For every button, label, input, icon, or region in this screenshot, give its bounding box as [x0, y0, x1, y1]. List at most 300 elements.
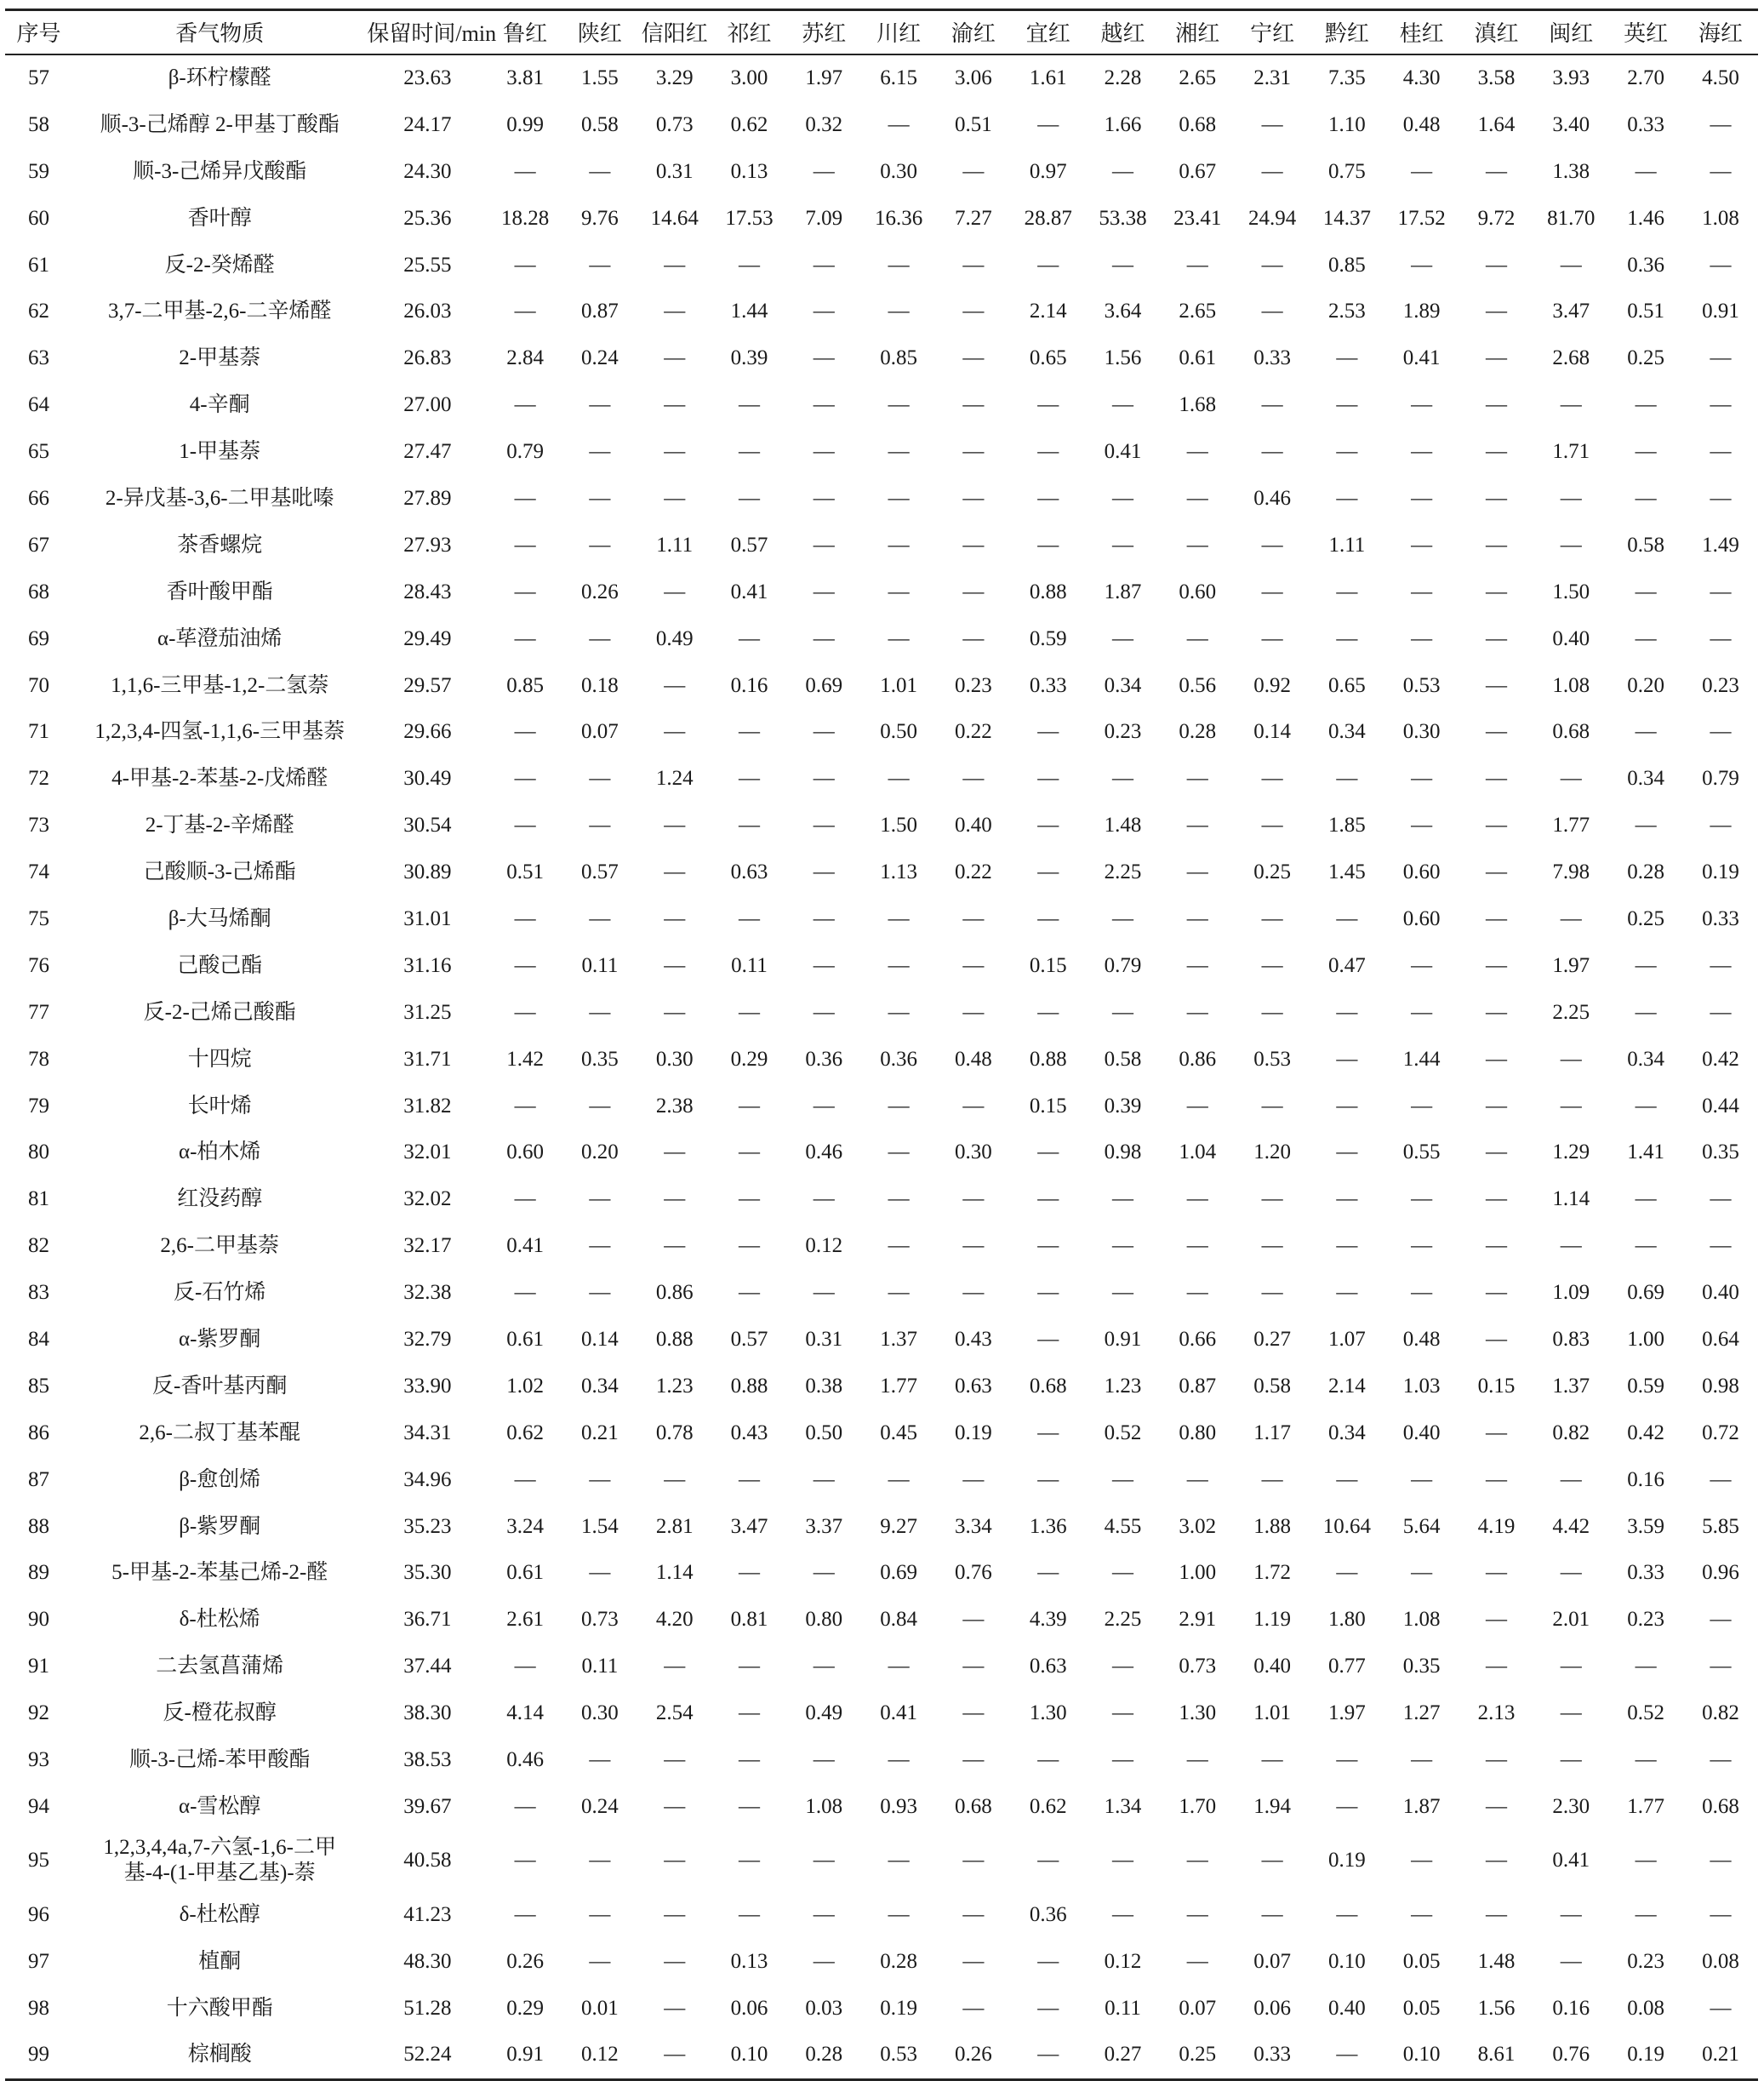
- value-cell: —: [514, 767, 536, 791]
- value-cell: 0.59: [1029, 626, 1067, 650]
- value-cell: —: [1336, 1094, 1358, 1118]
- value-cell: —: [1111, 1000, 1133, 1024]
- column-header: 黔红: [1310, 10, 1384, 54]
- retention-time-cell: 34.31: [403, 1421, 452, 1444]
- value-cell: —: [664, 814, 686, 838]
- value-cell: —: [1037, 533, 1059, 557]
- value-cell: —: [1635, 814, 1657, 838]
- value-cell: 0.49: [805, 1701, 843, 1725]
- value-cell: 4.30: [1402, 66, 1441, 89]
- value-cell: —: [664, 673, 686, 697]
- value-cell: —: [1560, 1094, 1582, 1118]
- value-cell: 0.98: [1104, 1141, 1142, 1164]
- value-cell: 1.72: [1253, 1561, 1291, 1585]
- value-cell: 0.33: [1029, 673, 1067, 697]
- retention-time-cell: 30.89: [403, 860, 452, 884]
- retention-time-cell: 24.17: [403, 112, 452, 136]
- value-cell: —: [962, 1187, 985, 1211]
- value-cell: 0.53: [1402, 673, 1441, 697]
- value-cell: —: [813, 1094, 835, 1118]
- compound-name-cell: [72, 1176, 367, 1223]
- value-cell: —: [1411, 1234, 1433, 1258]
- value-cell: —: [813, 1949, 835, 1973]
- value-cell: 0.11: [731, 953, 768, 977]
- value-cell: 0.23: [955, 673, 992, 697]
- value-cell: 0.82: [1702, 1701, 1739, 1725]
- value-cell: 1.77: [1627, 1794, 1664, 1818]
- value-cell: —: [962, 1608, 985, 1632]
- value-cell: —: [1560, 1902, 1582, 1926]
- value-cell: 1.66: [1104, 112, 1142, 136]
- value-cell: —: [1186, 1000, 1208, 1024]
- value-cell: 1.61: [1029, 66, 1067, 89]
- value-cell: —: [589, 1748, 611, 1771]
- value-cell: —: [1710, 1655, 1732, 1678]
- value-cell: —: [589, 626, 611, 650]
- value-cell: —: [1186, 814, 1208, 838]
- value-cell: —: [1635, 393, 1657, 417]
- value-cell: —: [589, 159, 611, 183]
- value-cell: 0.34: [1627, 767, 1664, 791]
- value-cell: 1.89: [1402, 300, 1441, 323]
- value-cell: 1.07: [1328, 1327, 1366, 1351]
- value-cell: 0.20: [1627, 673, 1664, 697]
- value-cell: —: [1411, 393, 1433, 417]
- value-cell: —: [1111, 767, 1133, 791]
- value-cell: —: [1635, 1655, 1657, 1678]
- value-cell: 53.38: [1099, 206, 1147, 230]
- value-cell: —: [888, 1467, 910, 1491]
- value-cell: 6.15: [880, 66, 917, 89]
- row-number-cell: 90: [28, 1608, 49, 1632]
- value-cell: 0.15: [1029, 1094, 1067, 1118]
- compound-name: α-荜澄茄油烯: [157, 626, 283, 650]
- table-row: [5, 569, 1758, 615]
- value-cell: 81.70: [1547, 206, 1596, 230]
- compound-name: β-环柠檬醛: [168, 66, 271, 89]
- value-cell: —: [1111, 906, 1133, 930]
- value-cell: 0.69: [1627, 1281, 1664, 1305]
- value-cell: 1.38: [1552, 159, 1590, 183]
- retention-time-cell: 52.24: [367, 2032, 488, 2079]
- value-cell: —: [739, 1467, 760, 1491]
- value-cell: 0.73: [655, 112, 694, 136]
- value-cell: —: [664, 393, 686, 417]
- compound-name-cell: [72, 195, 367, 242]
- value-cell: 0.35: [1402, 1655, 1441, 1678]
- table-row: [5, 289, 1758, 335]
- value-cell: 1.71: [1552, 440, 1590, 464]
- compound-name-cell: [72, 1036, 367, 1083]
- value-cell: —: [813, 767, 835, 791]
- value-cell: 1.17: [1253, 1421, 1291, 1444]
- value-cell: —: [1186, 253, 1208, 277]
- value-cell: —: [514, 1467, 536, 1491]
- value-cell: —: [1037, 1561, 1059, 1585]
- row-number-cell: 85: [28, 1374, 49, 1398]
- value-cell: 0.83: [1552, 1327, 1590, 1351]
- value-cell: —: [1037, 1000, 1059, 1024]
- value-cell: —: [1710, 486, 1732, 510]
- value-cell: 1.49: [1702, 533, 1739, 557]
- value-cell: —: [664, 1655, 686, 1678]
- compound-name-cell: [72, 615, 367, 662]
- compound-name: 1,2,3,4-四氢-1,1,6-三甲基萘: [94, 720, 345, 744]
- value-cell: —: [1261, 1094, 1283, 1118]
- value-cell: 0.07: [581, 720, 619, 744]
- value-cell: —: [1710, 814, 1732, 838]
- value-cell: 1.24: [655, 767, 694, 791]
- compound-name-cell: [72, 335, 367, 382]
- value-cell: —: [1635, 580, 1657, 603]
- compound-name-cell: [72, 148, 367, 195]
- compound-name-cell: [72, 242, 367, 289]
- value-cell: —: [1336, 580, 1358, 603]
- value-cell: —: [1635, 953, 1657, 977]
- value-cell: 0.68: [1552, 720, 1590, 744]
- document-page: [5, 9, 1758, 2081]
- table-row: [5, 195, 1758, 242]
- value-cell: —: [962, 626, 985, 650]
- value-cell: 23.41: [1173, 206, 1222, 230]
- value-cell: —: [664, 720, 686, 744]
- value-cell: —: [739, 1281, 760, 1305]
- value-cell: —: [1336, 440, 1358, 464]
- value-cell: —: [888, 253, 910, 277]
- value-cell: 1.97: [1552, 953, 1590, 977]
- value-cell: 0.40: [955, 814, 992, 838]
- value-cell: 0.48: [955, 1047, 992, 1071]
- value-cell: —: [739, 1141, 760, 1164]
- value-cell: —: [962, 580, 985, 603]
- value-cell: 0.56: [1179, 673, 1217, 697]
- value-cell: —: [1485, 533, 1507, 557]
- value-cell: —: [1186, 626, 1208, 650]
- table-row: [5, 1690, 1758, 1737]
- value-cell: —: [1560, 906, 1582, 930]
- value-cell: 1.46: [1627, 206, 1664, 230]
- value-cell: 4.42: [1552, 1514, 1590, 1538]
- compound-name: 2,6-二叔丁基苯醌: [139, 1421, 300, 1444]
- retention-time-cell: 32.38: [403, 1281, 452, 1305]
- value-cell: —: [1310, 2032, 1384, 2079]
- value-cell: 0.79: [506, 440, 544, 464]
- value-cell: —: [1485, 1187, 1507, 1211]
- value-cell: —: [1261, 1748, 1283, 1771]
- row-number-cell: 84: [28, 1327, 49, 1351]
- compound-name-cell: [72, 1270, 367, 1317]
- value-cell: 2.84: [506, 346, 544, 370]
- row-number-cell: 70: [28, 673, 49, 697]
- value-cell: 2.25: [1104, 860, 1142, 884]
- value-cell: —: [813, 253, 835, 277]
- retention-time-cell: 51.28: [403, 1996, 452, 2020]
- value-cell: —: [664, 1141, 686, 1164]
- value-cell: —: [1560, 1949, 1582, 1973]
- compound-name-cell: [72, 1409, 367, 1456]
- table-row: [5, 662, 1758, 709]
- value-cell: 0.85: [506, 673, 544, 697]
- value-cell: 2.14: [1328, 1374, 1366, 1398]
- value-cell: —: [1261, 767, 1283, 791]
- value-cell: 5.85: [1702, 1514, 1739, 1538]
- value-cell: —: [1037, 906, 1059, 930]
- compound-name: 己酸己酯: [177, 953, 263, 977]
- compound-name-cell: [72, 1830, 367, 1891]
- compound-name: α-柏木烯: [178, 1141, 261, 1164]
- value-cell: —: [589, 1849, 611, 1872]
- value-cell: —: [1635, 440, 1657, 464]
- value-cell: 0.06: [1253, 1996, 1291, 2020]
- value-cell: —: [888, 1902, 910, 1926]
- value-cell: 1.08: [1702, 206, 1739, 230]
- value-cell: —: [1485, 1561, 1507, 1585]
- value-cell: —: [1485, 1047, 1507, 1071]
- table-row: [5, 101, 1758, 148]
- column-header: 宜红: [1011, 10, 1086, 54]
- value-cell: —: [1336, 1141, 1358, 1164]
- retention-time-cell: 29.57: [403, 673, 452, 697]
- value-cell: —: [514, 906, 536, 930]
- value-cell: —: [888, 533, 910, 557]
- value-cell: —: [664, 906, 686, 930]
- column-header: 祁红: [712, 10, 787, 54]
- value-cell: 0.10: [712, 2032, 787, 2079]
- value-cell: —: [1261, 580, 1283, 603]
- table-row: [5, 429, 1758, 476]
- value-cell: —: [1485, 1000, 1507, 1024]
- value-cell: 0.24: [581, 1794, 619, 1818]
- value-cell: —: [1485, 1094, 1507, 1118]
- value-cell: —: [1111, 1701, 1133, 1725]
- value-cell: —: [664, 1187, 686, 1211]
- value-cell: 14.64: [650, 206, 699, 230]
- value-cell: —: [813, 860, 835, 884]
- retention-time-cell: 31.71: [403, 1047, 452, 1071]
- compound-name-cell: [72, 942, 367, 989]
- retention-time-cell: 35.30: [403, 1561, 452, 1585]
- value-cell: 4.19: [1477, 1514, 1516, 1538]
- value-cell: 0.27: [1253, 1327, 1291, 1351]
- compound-name: α-紫罗酮: [178, 1327, 261, 1351]
- value-cell: 0.96: [1702, 1561, 1739, 1585]
- column-header: 香气物质: [72, 10, 367, 54]
- value-cell: —: [1710, 1234, 1732, 1258]
- value-cell: 3.06: [955, 66, 992, 89]
- value-cell: —: [1186, 1234, 1208, 1258]
- value-cell: 1.50: [880, 814, 917, 838]
- row-number-cell: 81: [28, 1187, 49, 1211]
- table-row: [5, 1938, 1758, 1985]
- compound-name-cell: [72, 662, 367, 709]
- value-cell: —: [589, 1281, 611, 1305]
- value-cell: 28.87: [1024, 206, 1072, 230]
- value-cell: 0.65: [1328, 673, 1366, 697]
- value-cell: 1.41: [1627, 1141, 1664, 1164]
- value-cell: 2.81: [655, 1514, 694, 1538]
- value-cell: 1.19: [1253, 1608, 1291, 1632]
- value-cell: —: [514, 1094, 536, 1118]
- retention-time-cell: 27.00: [403, 393, 452, 417]
- table-row: [5, 1550, 1758, 1597]
- compound-name: 4-甲基-2-苯基-2-戊烯醛: [111, 767, 328, 791]
- value-cell: 0.34: [1328, 720, 1366, 744]
- value-cell: 0.25: [1160, 2032, 1235, 2079]
- retention-time-cell: 38.53: [403, 1748, 452, 1771]
- value-cell: 1.97: [805, 66, 843, 89]
- table-row: [5, 54, 1758, 102]
- value-cell: —: [514, 253, 536, 277]
- row-number-cell: 93: [28, 1748, 49, 1771]
- value-cell: —: [514, 626, 536, 650]
- value-cell: —: [1485, 1902, 1507, 1926]
- compound-name-cell: [72, 101, 367, 148]
- value-cell: —: [1710, 1996, 1732, 2020]
- value-cell: 0.30: [955, 1141, 992, 1164]
- value-cell: 2.28: [1104, 66, 1142, 89]
- compound-name-cell: [72, 989, 367, 1036]
- table-row: [5, 2032, 1758, 2079]
- compound-name: 顺-3-己烯异戊酸酯: [133, 159, 307, 183]
- row-number-cell: 95: [28, 1849, 49, 1872]
- column-header: 陕红: [562, 10, 637, 54]
- value-cell: —: [1710, 346, 1732, 370]
- value-cell: 0.39: [1104, 1094, 1142, 1118]
- value-cell: 2.54: [655, 1701, 694, 1725]
- retention-time-cell: 29.66: [403, 720, 452, 744]
- value-cell: —: [888, 1748, 910, 1771]
- value-cell: 7.27: [955, 206, 992, 230]
- value-cell: 0.86: [1179, 1047, 1217, 1071]
- table-row: [5, 989, 1758, 1036]
- retention-time-cell: 41.23: [403, 1902, 452, 1926]
- value-cell: 0.36: [880, 1047, 917, 1071]
- value-cell: 0.36: [1029, 1902, 1067, 1926]
- value-cell: 0.43: [730, 1421, 768, 1444]
- value-cell: —: [813, 159, 835, 183]
- value-cell: —: [1411, 580, 1433, 603]
- value-cell: 3.29: [655, 66, 694, 89]
- value-cell: 0.52: [1627, 1701, 1664, 1725]
- value-cell: 0.30: [581, 1701, 619, 1725]
- value-cell: —: [1411, 1187, 1433, 1211]
- table-row: [5, 849, 1758, 896]
- value-cell: —: [739, 1187, 760, 1211]
- value-cell: 0.03: [805, 1996, 843, 2020]
- value-cell: 4.39: [1029, 1608, 1067, 1632]
- value-cell: 0.29: [506, 1996, 544, 2020]
- value-cell: —: [1485, 1421, 1507, 1444]
- value-cell: 0.05: [1402, 1949, 1441, 1973]
- value-cell: 0.72: [1702, 1421, 1739, 1444]
- table-row: [5, 242, 1758, 289]
- value-cell: —: [813, 814, 835, 838]
- value-cell: —: [739, 1234, 760, 1258]
- value-cell: —: [962, 906, 985, 930]
- retention-time-cell: 32.02: [403, 1187, 452, 1211]
- value-cell: —: [739, 1000, 760, 1024]
- value-cell: 0.33: [1253, 346, 1291, 370]
- value-cell: —: [514, 159, 536, 183]
- value-cell: —: [514, 720, 536, 744]
- value-cell: —: [1261, 440, 1283, 464]
- value-cell: 0.34: [1627, 1047, 1664, 1071]
- table-body: [5, 54, 1758, 2080]
- column-header: 宁红: [1235, 10, 1310, 54]
- value-cell: —: [1037, 1748, 1059, 1771]
- value-cell: —: [739, 720, 760, 744]
- value-cell: —: [664, 1794, 686, 1818]
- retention-time-cell: 31.01: [403, 906, 452, 930]
- value-cell: —: [664, 440, 686, 464]
- value-cell: 0.30: [880, 159, 917, 183]
- compound-name: β-愈创烯: [179, 1467, 261, 1491]
- value-cell: —: [1485, 159, 1507, 183]
- value-cell: 3.64: [1104, 300, 1142, 323]
- value-cell: 0.11: [581, 953, 619, 977]
- compound-name-cell: [72, 476, 367, 523]
- value-cell: 0.60: [1179, 580, 1217, 603]
- table-row: [5, 1737, 1758, 1784]
- value-cell: 0.45: [880, 1421, 917, 1444]
- value-cell: —: [962, 953, 985, 977]
- value-cell: 0.23: [1104, 720, 1142, 744]
- value-cell: 1.50: [1552, 580, 1590, 603]
- value-cell: 1.11: [1328, 533, 1366, 557]
- value-cell: 0.07: [1253, 1949, 1291, 1973]
- value-cell: 9.27: [880, 1514, 917, 1538]
- retention-time-cell: 39.67: [403, 1794, 452, 1818]
- value-cell: 0.69: [805, 673, 843, 697]
- value-cell: 0.15: [1029, 953, 1067, 977]
- value-cell: 0.40: [1702, 1281, 1739, 1305]
- value-cell: —: [1336, 346, 1358, 370]
- value-cell: 0.40: [1253, 1655, 1291, 1678]
- compound-name: 香叶醇: [187, 206, 252, 230]
- value-cell: —: [1336, 1902, 1358, 1926]
- value-cell: 3.34: [955, 1514, 992, 1538]
- compound-name-cell: [72, 382, 367, 429]
- value-cell: 17.52: [1397, 206, 1446, 230]
- value-cell: —: [1186, 1949, 1208, 1973]
- column-header: 川红: [861, 10, 936, 54]
- value-cell: —: [1560, 533, 1582, 557]
- row-number-cell: 67: [28, 533, 49, 557]
- value-cell: —: [1411, 814, 1433, 838]
- value-cell: 0.51: [955, 112, 992, 136]
- value-cell: 0.27: [1086, 2032, 1161, 2079]
- value-cell: 0.65: [1029, 346, 1067, 370]
- value-cell: —: [1037, 1187, 1059, 1211]
- row-number-cell: 79: [28, 1094, 49, 1118]
- value-cell: —: [1261, 1281, 1283, 1305]
- compound-name-cell: [72, 429, 367, 476]
- value-cell: —: [813, 580, 835, 603]
- compound-name: 5-甲基-2-苯基己烯-2-醛: [111, 1561, 328, 1585]
- column-header: 湘红: [1160, 10, 1235, 54]
- value-cell: —: [1710, 626, 1732, 650]
- value-cell: 0.57: [730, 533, 768, 557]
- table-row: [5, 382, 1758, 429]
- retention-time-cell: 26.03: [403, 300, 452, 323]
- value-cell: —: [1186, 953, 1208, 977]
- value-cell: —: [962, 300, 985, 323]
- compound-name-cell: [72, 1938, 367, 1985]
- value-cell: 0.79: [1702, 767, 1739, 791]
- value-cell: —: [1336, 1794, 1358, 1818]
- value-cell: —: [962, 1996, 985, 2020]
- value-cell: —: [739, 1655, 760, 1678]
